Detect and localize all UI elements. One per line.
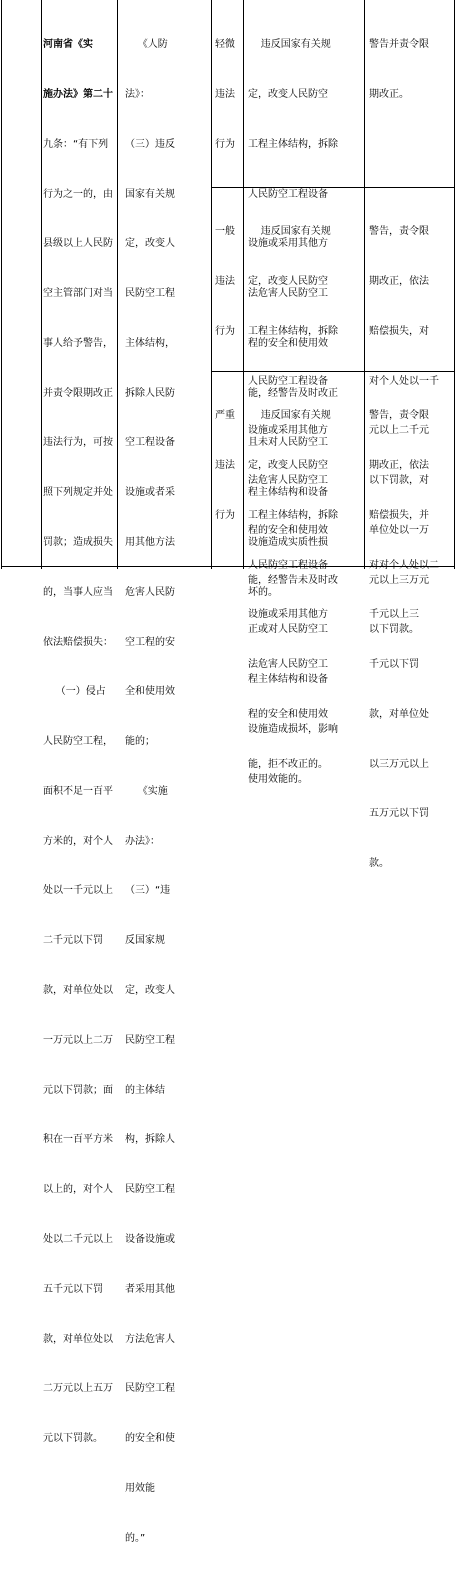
desc-line: 违反国家有关规 [248,410,331,422]
basis-line: 主体结构， [125,337,175,349]
penalty-line: 警告并责令限 [369,39,429,51]
penalty-line: 对个人处以一千 [369,375,439,387]
basis-line: 《实施 [125,785,168,797]
desc-line: 设施或采用其他方 [248,238,328,250]
penalty-line: 单位处以一万 [369,524,429,536]
column-divider [41,0,42,569]
desc-line: 人民防空工程设备 [248,559,328,571]
basis-line: 《人防 [125,39,168,51]
penalty-line: 五万元以下罚 [369,808,429,820]
law-line: 河南省《实 [43,39,93,51]
desc-line: 工程主体结构，拆除 [248,509,338,521]
basis-line: 定，改变人 [125,985,175,997]
law-line: 元以下罚款；面 [43,1084,113,1096]
law-line: 行为之一的，由 [43,188,113,200]
penalty-line: 款，对单位处 [369,708,429,720]
law-line: 元以下罚款。 [43,1433,103,1445]
type-line: 轻微 [215,39,235,51]
basis-line: 定，改变人 [125,238,175,250]
basis-line: 法》： [125,88,150,100]
desc-line: 设施造成损坏，影响 [248,724,338,735]
violation-description-cell [248,375,350,806]
basis-line: 的主体结 [125,1084,165,1096]
law-line: 罚款；造成损失 [43,537,113,548]
law-line: 违法行为，可按 [43,437,113,449]
law-line: 九条：“有下列 [43,138,109,150]
desc-line: 设施或采用其他方 [248,425,328,437]
column-divider [243,0,244,569]
desc-line: 工程主体结构，拆除 [248,325,338,337]
table-border-left [1,0,2,569]
desc-line: 定，改变人民防空 [248,459,328,471]
type-line: 行为 [215,325,235,337]
law-line: 事人给予警告， [43,337,113,349]
violation-type-cell [215,375,241,558]
law-line: 的，当事人应当 [43,586,113,598]
desc-line: 正或对人民防空工 [248,624,328,636]
type-line: 违法 [215,459,235,471]
penalty-line: 警告，责令限 [369,410,429,422]
basis-line: 民防空工程 [125,1184,175,1196]
law-line: 照下列规定并处 [43,487,113,499]
desc-line: 能，经警告及时改正 [248,387,338,399]
law-line: 县级以上人民防 [43,238,113,250]
basis-line: 的。” [125,1532,146,1544]
basis-line: 的安全和使 [125,1433,175,1445]
basis-line: 民防空工程 [125,1383,175,1395]
penalty-line: 元以上三万元 [369,574,429,586]
penalty-line: 期改正，依法 [369,275,429,287]
violation-type-cell [215,4,241,187]
desc-line: 定，改变人民防空 [248,275,328,287]
basis-line: 全和使用效 [125,686,175,698]
penalty-line: 以下罚款。 [369,624,419,636]
desc-line: 程的安全和使用效 [248,337,328,349]
penalty-line: 警告，责令限 [369,226,429,238]
law-line: 一万元以上二万 [43,1034,113,1046]
penalty-line: 期改正。 [369,88,409,100]
desc-line: 定，改变人民防空 [248,88,328,100]
law-line: 款，对单位处以 [43,1333,113,1345]
basis-cell [125,4,211,1580]
desc-line: 设施或采用其他方 [248,609,328,621]
type-line: 行为 [215,509,235,521]
law-line: 处以一千元以上 [43,885,113,897]
penalty-line: 千元以下罚 [369,659,419,671]
desc-line: 且未对人民防空工 [248,437,328,449]
penalty-line: 以下罚款，对 [369,475,429,487]
basis-line: 设备设施或 [125,1233,175,1245]
basis-line: （三）“违 [125,885,171,897]
basis-line: 能的； [125,736,155,748]
law-line: 二万元以上五万 [43,1383,113,1395]
basis-line: 空工程设备 [125,437,175,449]
type-line: 违法 [215,88,235,100]
desc-line: 能，经警告未及时改 [248,574,338,586]
type-line: 一般 [215,226,235,238]
basis-line: 民防空工程 [125,288,175,300]
law-line: 依法赔偿损失： [43,636,113,648]
desc-line: 法危害人民防空工 [248,659,328,671]
basis-line: 办法》： [125,835,160,847]
penalty-line: 对对个人处以二 [369,559,439,571]
desc-line: 程主体结构和设备 [248,487,328,499]
basis-line: （三）违反 [125,138,175,150]
type-line: 严重 [215,410,235,422]
desc-line: 人民防空工程设备 [248,188,328,200]
law-line: 空主管部门对当 [43,288,113,300]
law-line: 二千元以下罚 [43,935,103,947]
penalty-line: 千元以上三 [369,609,419,621]
basis-line: 设施或者采 [125,487,175,499]
penalty-line: 以三万元以上 [369,758,429,770]
law-line: 处以二千元以上 [43,1233,113,1245]
desc-line: 程主体结构和设备 [248,674,328,686]
law-line: 方米的，对个人 [43,835,113,847]
desc-line: 程的安全和使用效 [248,708,328,720]
desc-line: 工程主体结构，拆除 [248,138,338,150]
law-line: 积在一百平方米 [43,1134,113,1146]
desc-line: 法危害人民防空工 [248,288,328,300]
basis-line: 用效能 [125,1482,155,1494]
law-line: 施办法》第二十 [43,88,113,100]
penalty-cell [369,4,455,137]
desc-line: 违反国家有关规 [248,226,331,238]
basis-line: 构，拆除人 [125,1134,175,1146]
law-line: 以上的，对个人 [43,1184,113,1196]
law-line: （一）侵占 [43,686,106,698]
desc-line: 程的安全和使用效 [248,524,328,536]
basis-line: 用其他方法 [125,537,175,548]
law-line: 款，对单位处以 [43,985,113,997]
basis-line: 国家有关规 [125,188,175,200]
desc-line: 人民防空工程设备 [248,375,328,387]
law-line: 并责令限期改正 [43,387,113,399]
desc-line: 法危害人民防空工 [248,475,328,487]
law-line: 面积不足一百平 [43,785,113,797]
penalty-line: 款。 [369,858,389,870]
column-divider [364,0,365,569]
law-line: 五千元以下罚 [43,1283,103,1295]
penalty-line: 期改正，依法 [369,459,429,471]
basis-line: 反国家规 [125,935,165,947]
basis-line: 方法危害人 [125,1333,175,1345]
basis-line: 空工程的安 [125,636,175,648]
desc-line: 设施造成实质性损 [248,537,328,548]
type-line: 违法 [215,275,235,287]
basis-line: 拆除人民防 [125,387,175,399]
basis-line: 者采用其他 [125,1283,175,1295]
desc-line: 违反国家有关规 [248,39,331,51]
desc-line: 能，拒不改正的。 [248,758,328,770]
basis-line: 危害人民防 [125,586,175,598]
desc-line: 使用效能的。 [248,773,308,785]
law-line: 人民防空工程， [43,736,113,748]
desc-line: 坏的。 [248,586,278,598]
penalty-line: 元以上二千元 [369,425,429,437]
penalty-line: 赔偿损失，并 [369,509,429,521]
penalty-line: 赔偿损失，对 [369,325,429,337]
penalty-cell [369,375,455,906]
basis-line: 民防空工程 [125,1034,175,1046]
type-line: 行为 [215,138,235,150]
violation-type-cell [215,191,241,374]
